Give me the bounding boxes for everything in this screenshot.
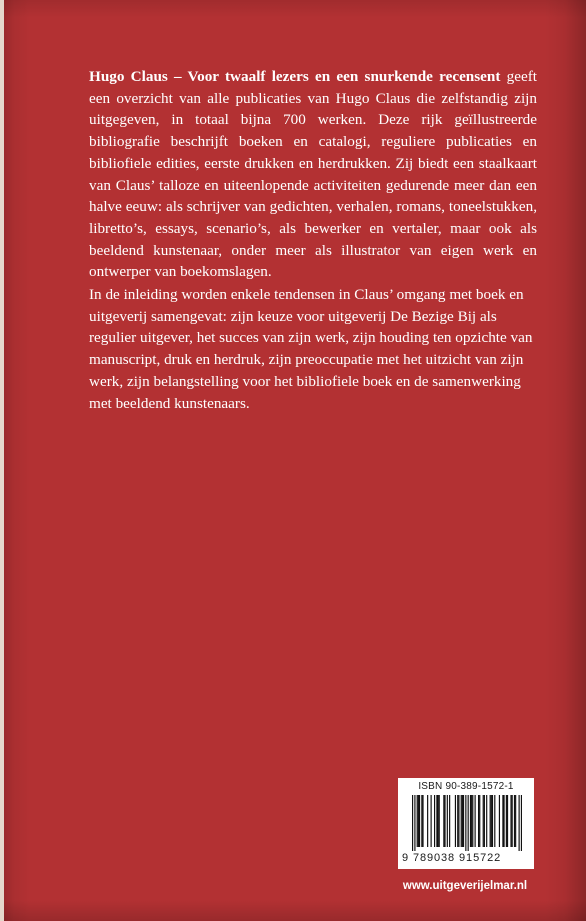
barcode-bar	[483, 795, 484, 847]
barcode-bar	[521, 795, 522, 851]
barcode-bar	[455, 795, 456, 847]
barcode-bar	[491, 795, 492, 847]
isbn-number: ISBN 90-389-1572-1	[418, 781, 514, 792]
barcode-bar	[414, 795, 415, 851]
barcode-bar	[439, 795, 440, 847]
barcode-bar	[472, 795, 473, 847]
barcode-bar	[484, 795, 485, 847]
barcode-bar	[507, 795, 508, 847]
barcode-bar	[515, 795, 516, 847]
barcode-bar	[475, 795, 476, 847]
barcode-bar	[427, 795, 428, 847]
barcode-bar	[449, 795, 450, 847]
barcode-bar	[510, 795, 511, 847]
barcode-bar	[519, 795, 520, 851]
barcode-bar	[478, 795, 479, 847]
barcode-bar	[419, 795, 420, 847]
barcode-bar	[412, 795, 413, 851]
barcode-bar	[486, 795, 487, 847]
barcode-bar	[462, 795, 463, 847]
barcode-bar	[502, 795, 503, 847]
barcode-bar	[506, 795, 507, 847]
barcode-bar	[468, 795, 469, 851]
barcode-bar	[503, 795, 504, 847]
barcode-bar	[471, 795, 472, 847]
barcode-bar	[490, 795, 491, 847]
barcode-bar	[434, 795, 435, 847]
barcode-bar	[447, 795, 448, 847]
barcode-bar	[443, 795, 444, 847]
blurb-paragraph-1	[89, 66, 537, 283]
barcode-bar	[417, 795, 418, 847]
book-title: Hugo Claus – Voor twaalf lezers en een snurkende recensent	[89, 68, 501, 85]
blurb-paragraph-1-body: geeft een overzicht van alle publicaties van Hugo Claus die zelfstandig zijn uitgegeven, in totaal bijna 700 werken. Deze rijk geïllustreerde bibliografie beschrijft boeken en catalogi, reguliere publicaties en bibliofiele edities, eerste drukken en herdrukken. Zij biedt een staalkaart van Claus’ talloze en uiteenlopende activiteiten gedurende meer dan een halve eeuw: als schrijver van gedichten, verhalen, romans, toneelstukken, libretto’s, essays, scenario’s, als bewerker en vertaler, maar ook als beeldend kunstenaar, onder meer als illustrator van eigen werk en ontwerper van boekomslagen.	[89, 68, 537, 281]
barcode-bar	[463, 795, 464, 847]
barcode-bar	[461, 795, 462, 847]
barcode-digits: 9 789038 915722	[402, 852, 502, 864]
barcode-bar	[492, 795, 493, 847]
barcode-bar	[422, 795, 423, 847]
publisher-website: www.uitgeverijelmar.nl	[402, 880, 528, 892]
barcode	[412, 795, 522, 851]
barcode-bar	[494, 795, 495, 847]
barcode-bar	[479, 795, 480, 847]
blurb-text	[89, 66, 537, 414]
barcode-bar	[458, 795, 459, 847]
barcode-bar	[514, 795, 515, 847]
barcode-bar	[421, 795, 422, 847]
barcode-bar	[437, 795, 438, 847]
barcode-bar	[431, 795, 432, 847]
barcode-bar	[418, 795, 419, 847]
barcode-label	[398, 778, 534, 869]
barcode-bar	[512, 795, 513, 847]
barcode-bar	[444, 795, 445, 847]
barcode-bar	[499, 795, 500, 847]
cover-edge	[0, 0, 4, 921]
barcode-bar	[470, 795, 471, 847]
barcode-bar	[436, 795, 437, 847]
blurb-paragraph-2: In de inleiding worden enkele tendensen in Claus’ omgang met boek en uitgeverij samengevat: zijn keuze voor uitgeverij De Bezige Bij als regulier uitgever, het succes van zijn werk, zijn houding ten opzichte van manuscript, druk en herdruk, zijn preoccupatie met het uitzicht van zijn werk, zijn belangstelling voor het bibliofiele boek en de samenwerking met beeldend kunstenaars.	[89, 286, 533, 412]
barcode-bar	[457, 795, 458, 847]
barcode-bar	[465, 795, 466, 851]
